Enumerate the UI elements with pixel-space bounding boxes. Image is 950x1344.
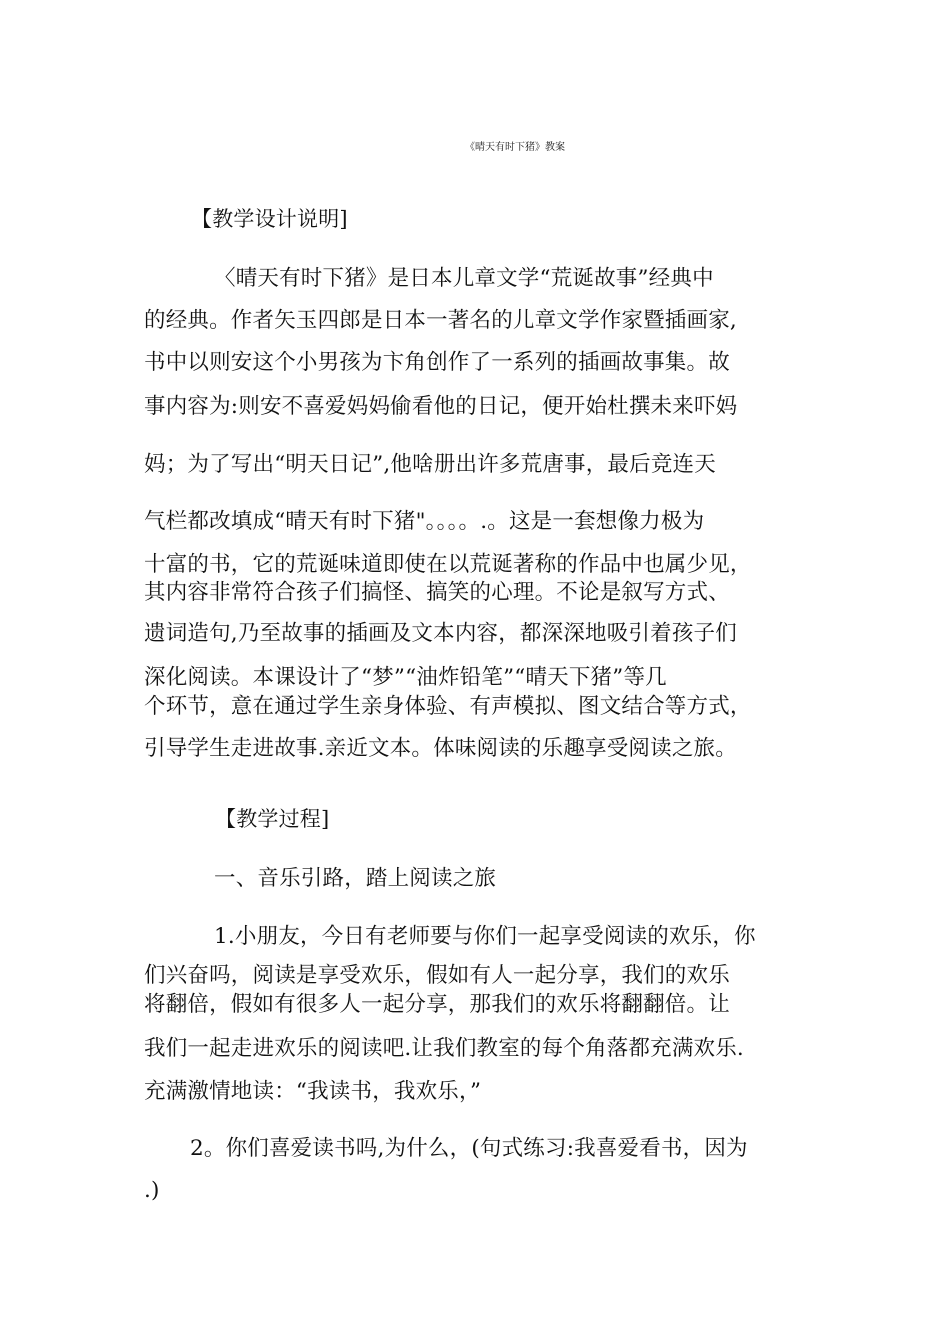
paragraph-line: 十富的书，它的荒诞味道即使在以荒诞著称的作品中也属少见，	[144, 552, 752, 577]
paragraph-line: 引导学生走进故事.亲近文本。体味阅读的乐趣享受阅读之旅。	[144, 736, 737, 761]
paragraph-line: 其内容非常符合孩子们搞怪、搞笑的心理。不论是叙写方式、	[144, 580, 730, 605]
paragraph-line: 遗词造句,乃至故事的插画及文本内容，都深深地吸引着孩子们	[144, 621, 737, 646]
paragraph-line: 们兴奋吗，阅读是享受欢乐，假如有人一起分享，我们的欢乐	[144, 963, 730, 988]
paragraph-line: 我们一起走进欢乐的阅读吧.让我们教室的每个角落都充满欢乐.	[144, 1036, 744, 1061]
paragraph-line: 书中以则安这个小男孩为卞角创作了一系列的插画故事集。故	[144, 350, 730, 375]
paragraph-line: 事内容为:则安不喜爱妈妈偷看他的日记，便开始杜撰未来吓妈	[144, 394, 738, 419]
paragraph-line: 深化阅读。本课设计了“梦”“油炸铅笔”“晴天下猪”等几	[144, 665, 667, 690]
paragraph-line: 〈晴天有时下猪》是日本儿章文学“荒诞故事”经典中	[214, 266, 714, 291]
paragraph-line: 2。你们喜爱读书吗,为什么，(句式练习:我喜爱看书，因为	[190, 1136, 748, 1161]
paragraph-line: 气栏都改填成“晴天有时下猪"。。。。.。这是一套想像力极为	[144, 509, 705, 534]
paragraph-line: .)	[144, 1178, 160, 1203]
document-title: 《晴天有时下猪》教案	[465, 142, 565, 153]
paragraph-line: 的经典。作者矢玉四郎是日本一著名的儿章文学作家暨插画家,	[144, 308, 737, 333]
section-heading: 一、音乐引路，踏上阅读之旅	[214, 866, 497, 891]
paragraph-line: 1.小朋友，今日有老师要与你们一起享受阅读的欢乐，你	[214, 924, 756, 949]
design-heading: 【教学设计说明]	[191, 207, 348, 231]
paragraph-line: 充满激情地读：“我读书，我欢乐，”	[144, 1079, 482, 1104]
paragraph-line: 个环节，意在通过学生亲身体验、有声模拟、图文结合等方式，	[144, 694, 752, 719]
paragraph-line: 将翻倍，假如有很多人一起分享，那我们的欢乐将翻翻倍。让	[144, 992, 730, 1017]
paragraph-line: 妈；为了写出“明天日记”,他啥册出许多荒唐事，最后竞连天	[144, 452, 716, 477]
process-heading: 【教学过程]	[215, 807, 330, 831]
